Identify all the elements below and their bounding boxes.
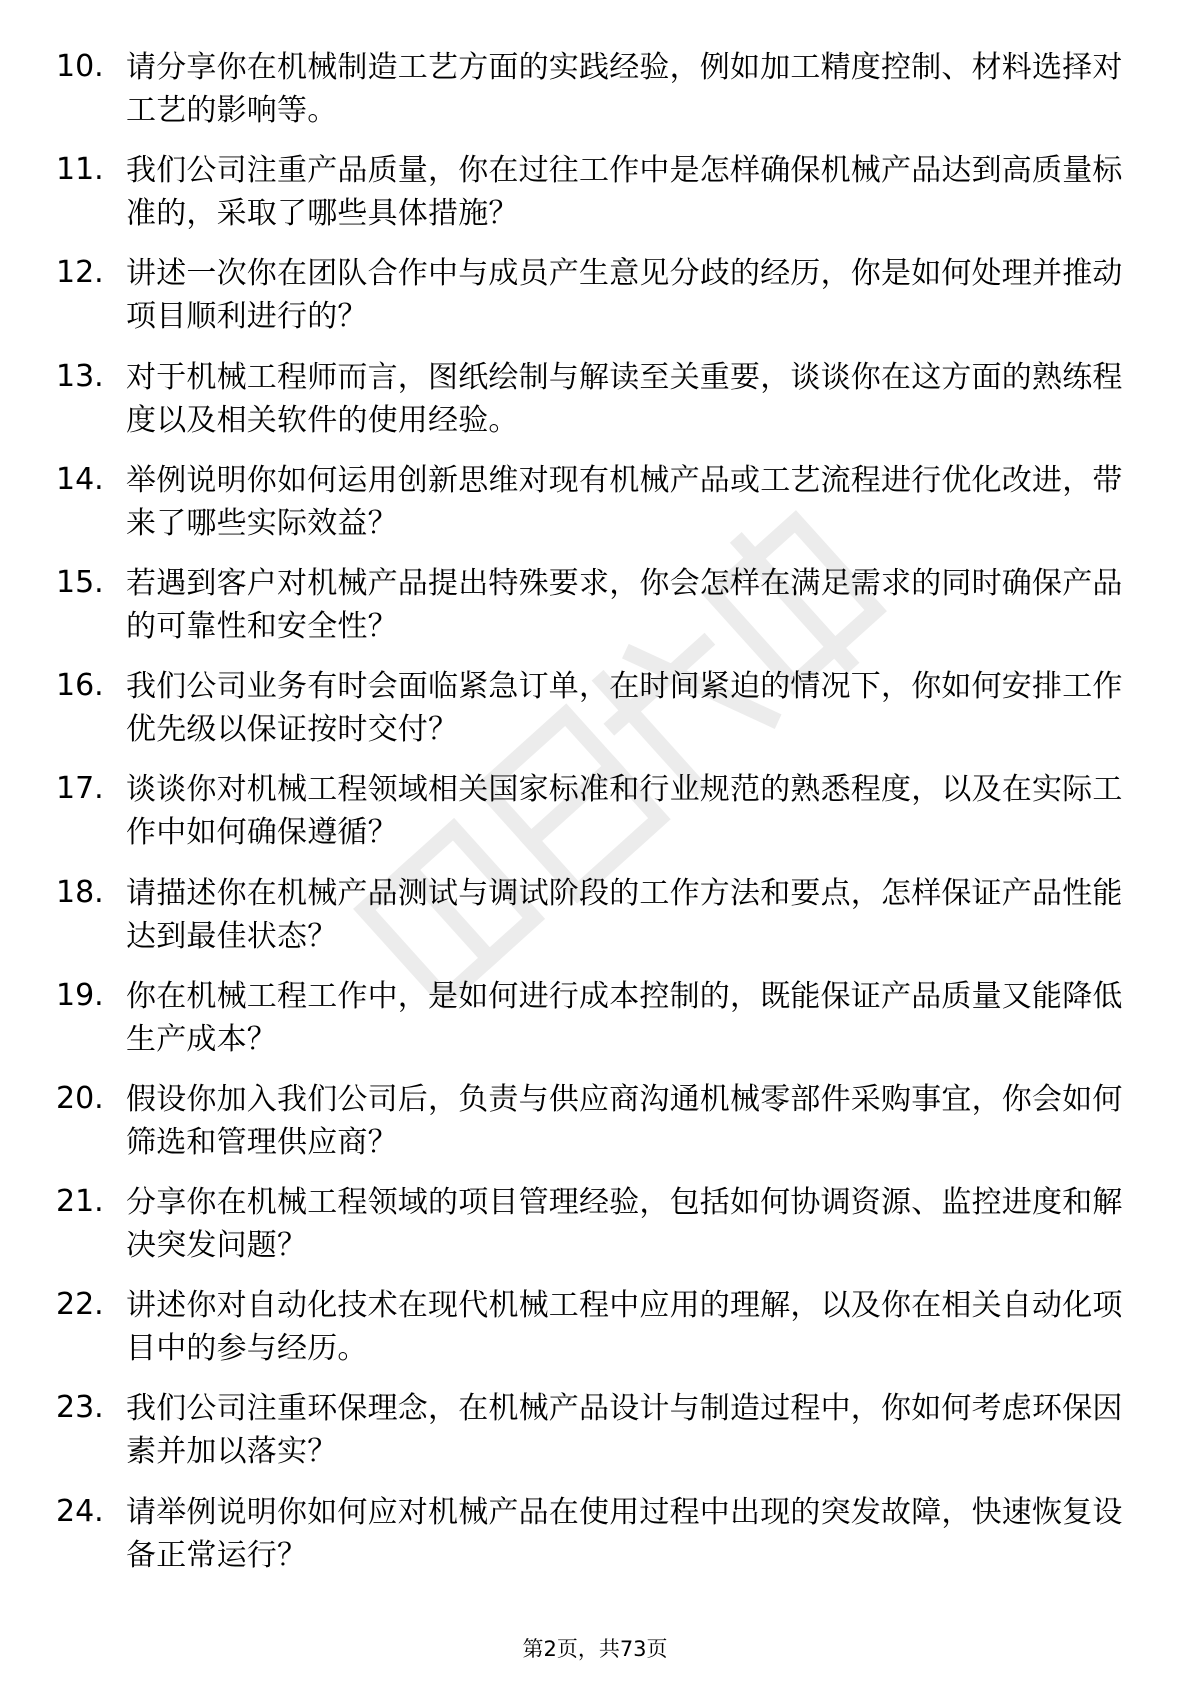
question-number: 18. [56, 874, 104, 910]
question-text: 讲述你对自动化技术在现代机械工程中应用的理解，以及你在相关自动化项目中的参与经历。 [126, 1288, 1123, 1367]
question-text: 请分享你在机械制造工艺方面的实践经验，例如加工精度控制、材料选择对工艺的影响等。 [126, 50, 1123, 128]
question-item [0, 1387, 1190, 1490]
question-number: 23. [56, 1390, 104, 1426]
question-item [0, 872, 1190, 975]
page-number-label: 第2页，共73页 [522, 1637, 668, 1661]
question-text: 分享你在机械工程领域的项目管理经验，包括如何协调资源、监控进度和解决突发问题？ [126, 1185, 1123, 1264]
question-number: 19. [56, 977, 104, 1013]
question-number: 11. [56, 152, 104, 188]
question-item [0, 1491, 1190, 1594]
question-number: 21. [56, 1184, 104, 1220]
question-text: 请描述你在机械产品测试与调试阶段的工作方法和要点，怎样保证产品性能达到最佳状态？ [126, 875, 1123, 954]
question-number: 15. [56, 564, 104, 600]
question-number: 14. [56, 461, 104, 497]
question-text: 讲述一次你在团队合作中与成员产生意见分歧的经历，你是如何处理并推动项目顺利进行的？ [126, 256, 1123, 335]
question-text: 我们公司注重环保理念，在机械产品设计与制造过程中，你如何考虑环保因素并加以落实？ [126, 1391, 1123, 1470]
question-text: 谈谈你对机械工程领域相关国家标准和行业规范的熟悉程度，以及在实际工作中如何确保遵循？ [126, 772, 1123, 851]
question-item [0, 768, 1190, 871]
question-text: 请举例说明你如何应对机械产品在使用过程中出现的突发故障，快速恢复设备正常运行？ [126, 1494, 1123, 1573]
question-item [0, 975, 1190, 1078]
question-item [0, 1181, 1190, 1284]
question-text: 举例说明你如何运用创新思维对现有机械产品或工艺流程进行优化改进，带来了哪些实际效益？ [126, 462, 1123, 541]
page-footer [0, 1636, 1190, 1662]
question-number: 22. [56, 1287, 104, 1323]
question-number: 24. [56, 1493, 104, 1529]
question-number: 17. [56, 771, 104, 807]
question-item [0, 1078, 1190, 1181]
question-list [0, 46, 1190, 1594]
question-number: 13. [56, 358, 104, 394]
question-item [0, 1284, 1190, 1387]
question-item [0, 459, 1190, 562]
question-number: 16. [56, 668, 104, 704]
question-item [0, 562, 1190, 665]
question-number: 10. [56, 49, 104, 84]
question-text: 你在机械工程工作中，是如何进行成本控制的，既能保证产品质量又能降低生产成本？ [126, 978, 1123, 1057]
question-item [0, 149, 1190, 252]
question-text: 假设你加入我们公司后，负责与供应商沟通机械零部件采购事宜，你会如何筛选和管理供应商？ [126, 1081, 1123, 1160]
question-item [0, 356, 1190, 459]
question-text: 我们公司业务有时会面临紧急订单，在时间紧迫的情况下，你如何安排工作优先级以保证按时交付？ [126, 669, 1123, 748]
question-item [0, 252, 1190, 355]
question-number: 12. [56, 255, 104, 291]
question-number: 20. [56, 1080, 104, 1116]
question-item [0, 665, 1190, 768]
question-text: 若遇到客户对机械产品提出特殊要求，你会怎样在满足需求的同时确保产品的可靠性和安全性？ [126, 565, 1123, 644]
question-text: 对于机械工程师而言，图纸绘制与解读至关重要，谈谈你在这方面的熟练程度以及相关软件的使用经验。 [126, 359, 1123, 438]
question-text: 我们公司注重产品质量，你在过往工作中是怎样确保机械产品达到高质量标准的，采取了哪些具体措施？ [126, 153, 1123, 232]
question-item [0, 46, 1190, 149]
